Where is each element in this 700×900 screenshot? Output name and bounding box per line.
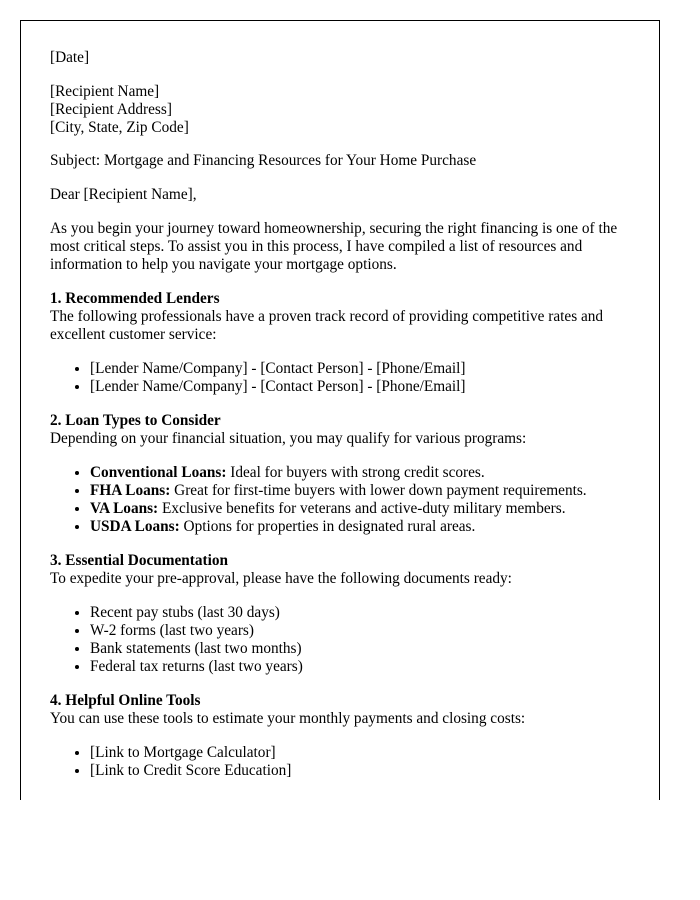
online-tools-list xyxy=(50,744,640,780)
letter-subject: Subject: Mortgage and Financing Resources for Your Home Purchase xyxy=(50,152,477,169)
letter-content xyxy=(50,49,640,780)
section-loan-types xyxy=(50,412,640,536)
letter-page xyxy=(20,20,660,800)
section-description: Depending on your financial situation, you may qualify for various programs: xyxy=(50,430,527,447)
loan-type-term: USDA Loans: xyxy=(90,518,180,535)
recipient-name: [Recipient Name] xyxy=(50,83,160,100)
list-item xyxy=(90,500,640,518)
letter-date: [Date] xyxy=(50,49,90,66)
letter-intro: As you begin your journey toward homeownership, securing the right financing is one of the most critical steps. To assist you in this process, I have compiled a list of resources and information to help you navigate your mortgage options. xyxy=(50,220,618,273)
list-item: • [Link to Mortgage Calculator] xyxy=(90,744,640,762)
loan-type-list xyxy=(50,464,640,536)
list-item: • Federal tax returns (last two years) xyxy=(90,658,640,676)
list-item xyxy=(90,464,640,482)
loan-type-text: Great for first-time buyers with lower down payment requirements. xyxy=(174,482,587,499)
loan-type-text: Exclusive benefits for veterans and active-duty military members. xyxy=(161,500,566,517)
loan-type-term: VA Loans: xyxy=(90,500,159,517)
recipient-city-state-zip: [City, State, Zip Code] xyxy=(50,119,189,136)
list-item: • [Lender Name/Company] - [Contact Person] - [Phone/Email] xyxy=(90,378,640,396)
section-recommended-lenders xyxy=(50,290,640,396)
list-item: • W-2 forms (last two years) xyxy=(90,622,640,640)
list-item: • [Lender Name/Company] - [Contact Person] - [Phone/Email] xyxy=(90,360,640,378)
loan-type-text: Options for properties in designated rural areas. xyxy=(183,518,476,535)
section-essential-documentation xyxy=(50,552,640,676)
section-description: You can use these tools to estimate your monthly payments and closing costs: xyxy=(50,710,526,727)
section-title: 1. Recommended Lenders xyxy=(50,290,220,307)
recipient-address: [Recipient Address] xyxy=(50,101,172,118)
recipient-block xyxy=(50,83,640,137)
section-description: The following professionals have a proven track record of providing competitive rates and excellent customer service: xyxy=(50,308,604,343)
section-title: 2. Loan Types to Consider xyxy=(50,412,221,429)
loan-type-term: FHA Loans: xyxy=(90,482,171,499)
list-item: • Recent pay stubs (last 30 days) xyxy=(90,604,640,622)
section-title: 4. Helpful Online Tools xyxy=(50,692,201,709)
loan-type-term: Conventional Loans: xyxy=(90,464,227,481)
documentation-list xyxy=(50,604,640,676)
loan-type-text: Ideal for buyers with strong credit scores. xyxy=(230,464,485,481)
list-item: • Bank statements (last two months) xyxy=(90,640,640,658)
list-item: • [Link to Credit Score Education] xyxy=(90,762,640,780)
section-description: To expedite your pre-approval, please have the following documents ready: xyxy=(50,570,512,587)
list-item xyxy=(90,482,640,500)
lender-list xyxy=(50,360,640,396)
list-item xyxy=(90,518,640,536)
section-online-tools xyxy=(50,692,640,780)
section-title: 3. Essential Documentation xyxy=(50,552,229,569)
letter-salutation: Dear [Recipient Name], xyxy=(50,186,197,203)
